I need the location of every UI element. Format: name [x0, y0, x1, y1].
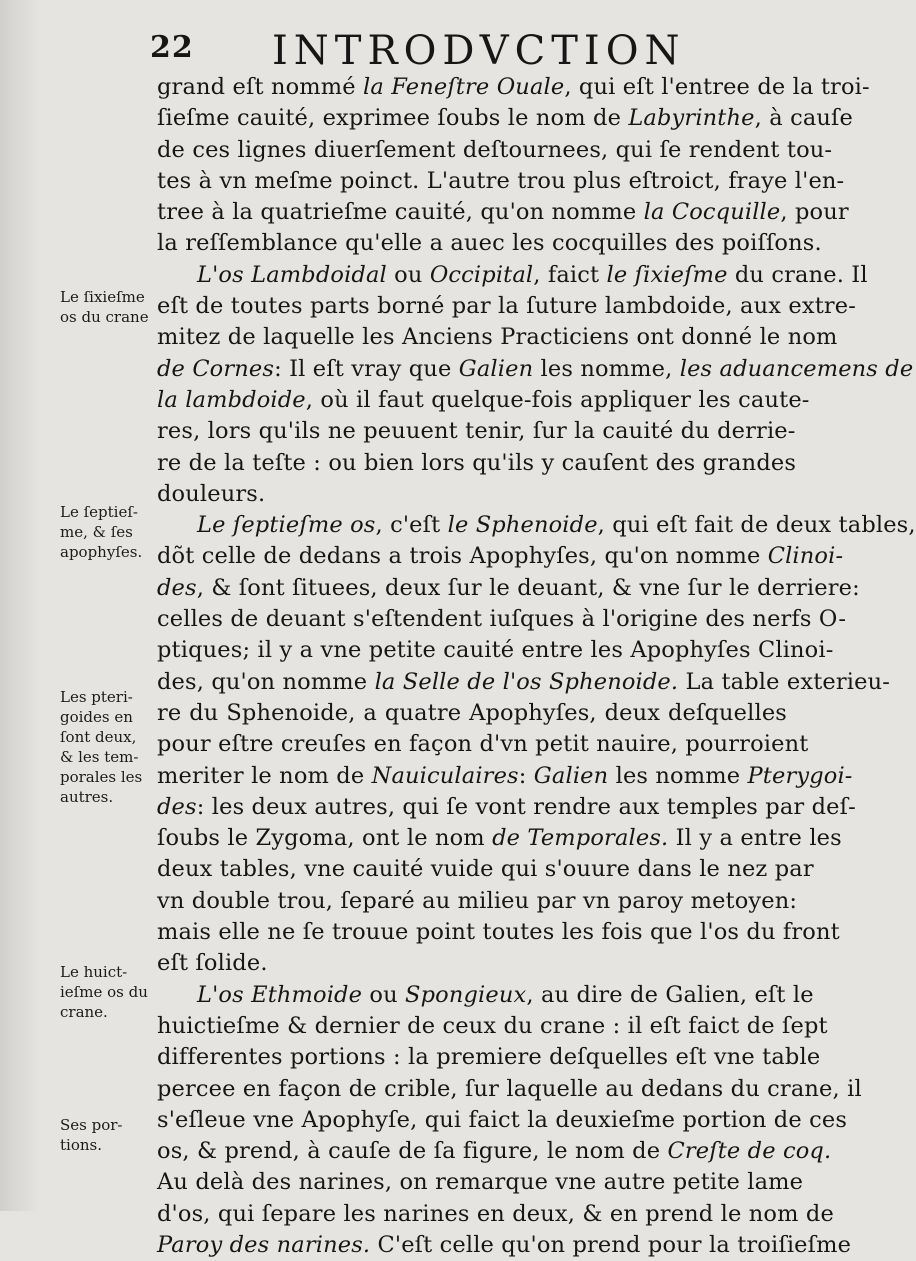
text-line: [157, 448, 797, 479]
text-run: la reſſemblance qu'elle a auec les cocquilles des poiſſons.: [157, 230, 822, 257]
text-run: ou: [386, 261, 430, 288]
text-run: pour eſtre creuſes en façon d'vn petit nauire, pourroient: [157, 731, 809, 758]
sidenote-line: tions.: [60, 1136, 102, 1154]
text-line: [157, 698, 787, 729]
sidenote-line: ieſme os du: [60, 983, 148, 1001]
text-line: [157, 729, 809, 760]
text-run: les nomme,: [533, 355, 680, 382]
text-run: res, lors qu'ils ne peuuent tenir, ſur la cauité du derrie-: [157, 418, 796, 445]
text-run: percee en façon de crible, ſur laquelle au dedans du crane, il: [157, 1075, 862, 1102]
sidenote-line: Le ſixieſme: [60, 288, 145, 306]
text-run: , où il faut quelque-fois appliquer les caute-: [305, 386, 810, 413]
text-run: , au dire de Galien, eſt le: [526, 981, 814, 1008]
sidenote-sixth-bone: [60, 287, 160, 327]
text-line: [157, 354, 914, 385]
sidenote-portions: [60, 1115, 160, 1155]
text-line: [157, 917, 840, 948]
text-line: [157, 291, 857, 322]
text-line: [157, 667, 890, 698]
text-line: [157, 228, 822, 259]
text-run: Au delà des narines, on remarque vne autre petite lame: [157, 1169, 804, 1196]
text-line: [157, 1074, 862, 1105]
italic-run: Labyrinthe: [628, 105, 755, 132]
text-run: douleurs.: [157, 480, 266, 507]
text-run: du crane. Il: [727, 261, 868, 288]
text-line: [157, 541, 844, 572]
text-run: , faict: [533, 261, 607, 288]
italic-run: des: [157, 574, 197, 601]
text-run: , pour: [780, 199, 849, 226]
italic-run: les aduancemens de: [679, 355, 914, 382]
text-run: : Il eſt vray que: [274, 355, 459, 382]
text-run: Il y a entre les: [668, 825, 842, 852]
page-header: [150, 28, 790, 74]
text-line: [157, 823, 842, 854]
text-run: des, qu'on nomme: [157, 668, 375, 695]
text-run: ou: [362, 981, 406, 1008]
italic-run: Spongieux: [405, 981, 527, 1008]
text-run: huictieſme & dernier de ceux du crane : il eſt faict de ſept: [157, 1012, 828, 1039]
sidenote-line: ſont deux,: [60, 728, 137, 746]
text-run: mitez de laquelle les Anciens Practiciens ont donné le nom: [157, 324, 838, 351]
sidenote-line: & les tem-: [60, 748, 139, 766]
text-run: , à cauſe: [754, 105, 853, 132]
sidenote-line: apophyſes.: [60, 543, 143, 561]
text-line: [157, 886, 798, 917]
text-run: eſt ſolide.: [157, 950, 268, 977]
running-title: INTRODVCTION: [272, 28, 686, 74]
italic-run: Occipital: [429, 261, 534, 288]
text-run: re de la teſte : ou bien lors qu'ils y cauſent des grandes: [157, 449, 797, 476]
text-run: differentes portions : la premiere deſquelles eſt vne table: [157, 1044, 821, 1071]
text-run: s'eſleue vne Apophyſe, qui faict la deuxieſme portion de ces: [157, 1106, 848, 1133]
page-edge-shadow: [0, 0, 40, 1211]
page-number: 22: [150, 30, 194, 65]
text-line: [157, 761, 853, 792]
text-run: eſt de toutes parts borné par la ſuture lambdoide, aux extre-: [157, 293, 857, 320]
italic-run: la Feneſtre Ouale: [363, 74, 565, 100]
sidenote-line: porales les: [60, 768, 143, 786]
text-run: os, & prend, à cauſe de ſa figure, le nom de: [157, 1138, 668, 1165]
text-line: [157, 1199, 834, 1230]
sidenote-line: crane.: [60, 1003, 108, 1021]
text-line: [157, 792, 856, 823]
text-run: grand eſt nommé: [157, 74, 364, 100]
italic-run: le ſixieſme: [606, 261, 728, 288]
text-run: les nomme: [608, 762, 748, 789]
text-line: [157, 573, 860, 604]
text-line: [157, 103, 853, 134]
text-run: deux tables, vne cauité vuide qui s'ouure dans le nez par: [157, 856, 814, 883]
text-line: [157, 416, 796, 447]
italic-run: de Cornes: [157, 355, 275, 382]
text-line: [157, 604, 847, 635]
italic-run: Pterygoi-: [747, 762, 853, 789]
text-line: [157, 1167, 804, 1198]
sidenote-pterygoids: [60, 687, 160, 807]
sidenote-line: os du crane: [60, 308, 149, 326]
text-run: dõt celle de dedans a trois Apophyſes, qu'on nomme: [157, 543, 768, 570]
text-line: [157, 260, 868, 291]
text-run: ſoubs le Zygoma, ont le nom: [157, 825, 493, 852]
italic-run: Galien: [458, 355, 534, 382]
text-run: de ces lignes diuerſement deſtournees, qui ſe rendent tou-: [157, 136, 833, 163]
text-run: , & ſont ſituees, deux ſur le deuant, & vne ſur le derriere:: [196, 574, 860, 601]
sidenote-eighth-bone: [60, 962, 160, 1022]
italic-run: Paroy des narines.: [157, 1231, 371, 1258]
text-run: mais elle ne ſe trouue point toutes les fois que l'os du front: [157, 919, 840, 946]
sidenote-line: Le ſeptieſ-: [60, 503, 138, 521]
italic-run: la Selle de l'os Sphenoide.: [374, 668, 679, 695]
italic-run: le Sphenoide: [447, 512, 598, 539]
text-run: La table exterieu-: [678, 668, 890, 695]
text-run: meriter le nom de: [157, 762, 372, 789]
text-run: , qui eſt l'entree de la troi-: [564, 74, 870, 100]
text-run: , c'eſt: [375, 512, 448, 539]
italic-run: la Cocquille: [643, 199, 781, 226]
text-line: [157, 980, 814, 1011]
text-line: [157, 479, 787, 510]
sidenote-line: goides en: [60, 708, 133, 726]
italic-run: Galien: [533, 762, 609, 789]
text-line: [157, 135, 833, 166]
italic-run: L'os Ethmoide: [197, 981, 363, 1008]
text-line: [157, 948, 787, 979]
text-line: [157, 385, 810, 416]
italic-run: L'os Lambdoidal: [197, 261, 387, 288]
main-text-block: [157, 72, 916, 1261]
text-run: : les deux autres, qui ſe vont rendre aux temples par deſ-: [196, 793, 856, 820]
italic-run: la lambdoide: [157, 386, 306, 413]
text-run: , qui eſt fait de deux tables,: [597, 512, 916, 539]
italic-run: des: [157, 793, 197, 820]
italic-run: Le ſeptieſme os: [197, 512, 376, 539]
italic-run: de Temporales.: [492, 825, 669, 852]
text-line: [157, 1230, 852, 1261]
text-line: [157, 510, 916, 541]
sidenote-seventh-bone: [60, 502, 160, 562]
italic-run: Creſte de coq.: [667, 1138, 832, 1165]
italic-run: Nauiculaires: [371, 762, 519, 789]
text-run: ptiques; il y a vne petite cauité entre les Apophyſes Clinoi-: [157, 637, 834, 664]
sidenote-line: Le huict-: [60, 963, 128, 981]
text-line: [157, 197, 849, 228]
italic-run: Clinoi-: [767, 543, 844, 570]
text-line: [157, 1042, 821, 1073]
text-line: [157, 854, 814, 885]
text-line: [157, 1011, 828, 1042]
text-run: tree à la quatrieſme cauité, qu'on nomme: [157, 199, 644, 226]
text-run: tes à vn meſme poinct. L'autre trou plus eſtroict, fraye l'en-: [157, 167, 845, 194]
text-run: re du Sphenoide, a quatre Apophyſes, deux deſquelles: [157, 699, 787, 726]
text-line: [157, 1136, 832, 1167]
sidenote-line: me, & ſes: [60, 523, 133, 541]
sidenote-line: autres.: [60, 788, 114, 806]
text-line: [157, 1105, 848, 1136]
text-line: [157, 166, 845, 197]
text-run: vn double trou, ſeparé au milieu par vn paroy metoyen:: [157, 887, 798, 914]
text-run: :: [518, 762, 534, 789]
text-line: [157, 72, 870, 103]
text-run: d'os, qui ſepare les narines en deux, & en prend le nom de: [157, 1200, 834, 1227]
sidenote-line: Ses por-: [60, 1116, 123, 1134]
text-run: C'eſt celle qu'on prend pour la troiſieſme: [370, 1231, 852, 1258]
sidenote-line: Les pteri-: [60, 688, 133, 706]
text-line: [157, 635, 834, 666]
text-run: ſieſme cauité, exprimee ſoubs le nom de: [157, 105, 629, 132]
text-run: celles de deuant s'eſtendent iuſques à l'origine des nerfs O-: [157, 606, 847, 633]
text-line: [157, 322, 838, 353]
